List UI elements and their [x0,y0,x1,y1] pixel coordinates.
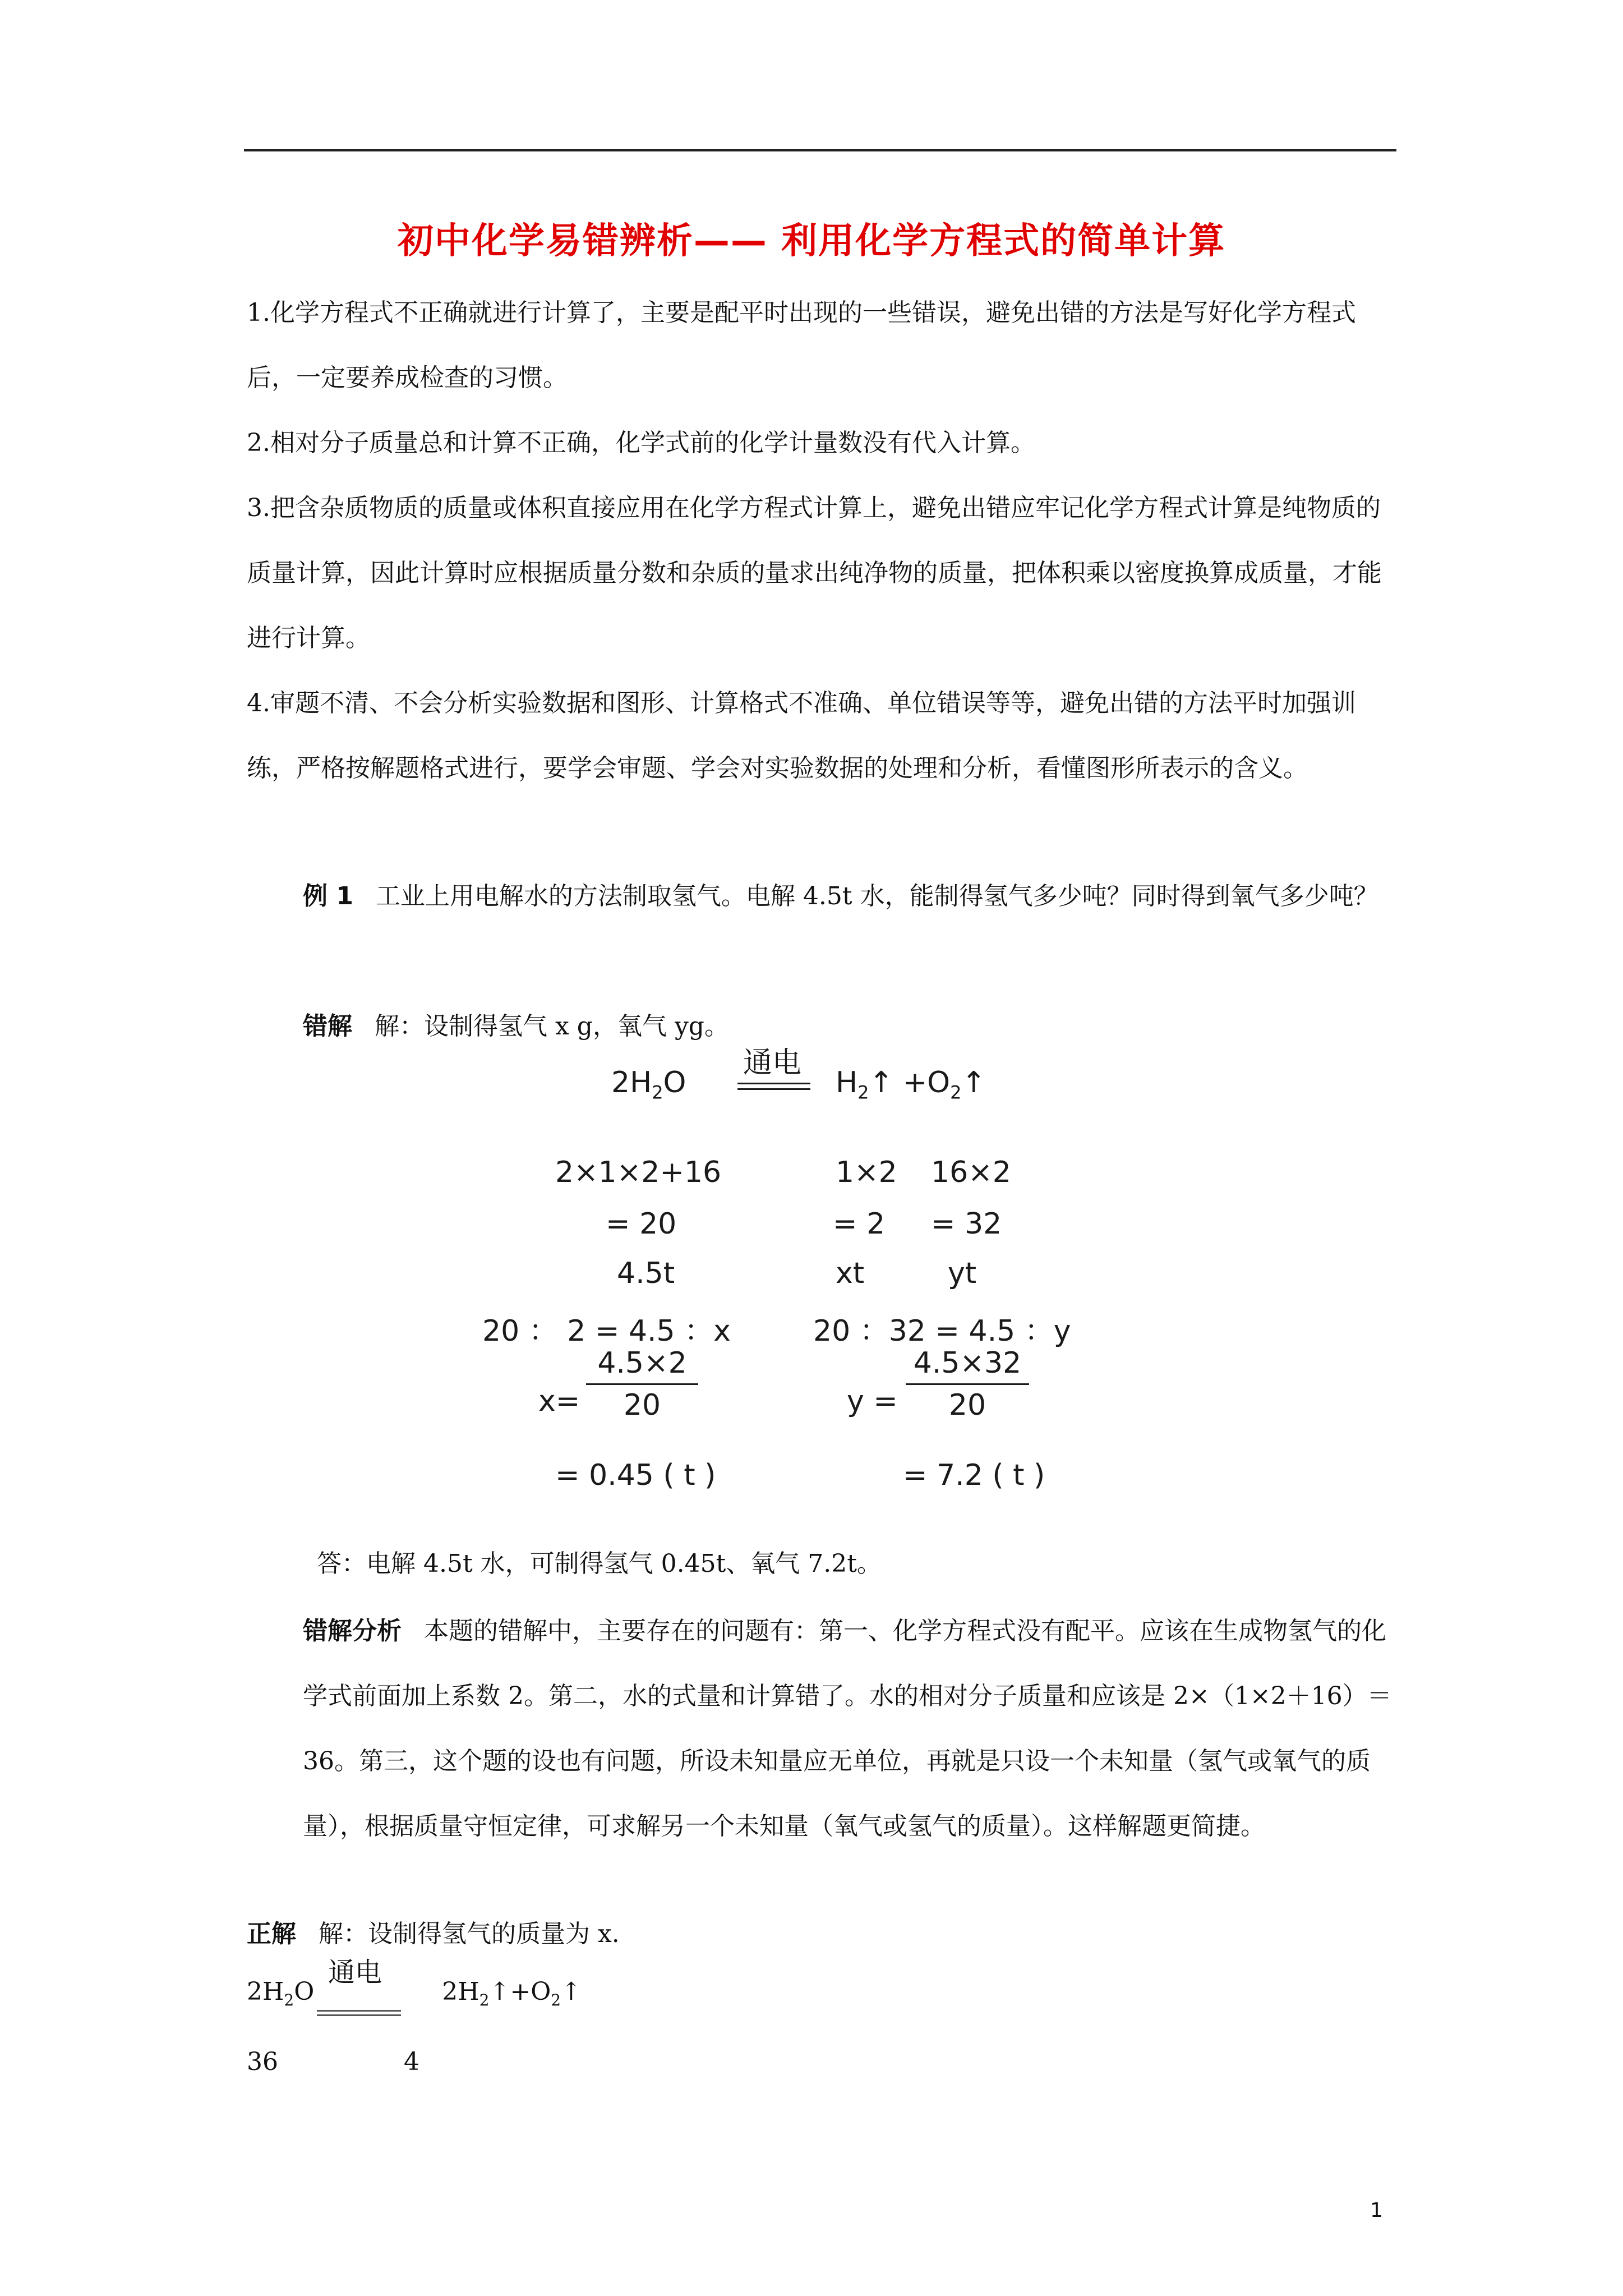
fig-eq-h2: = 2 [833,1207,886,1241]
wrong-text: 解：设制得氢气 x g，氧气 yg。 [375,1012,729,1041]
correct-equals-line-top [317,2010,401,2012]
fig-y-result: = 7.2 ( t ) [903,1458,1045,1492]
correct-reactant: $2H_2O$ [247,1977,315,2009]
point-4: 4.审题不清、不会分析实验数据和图形、计算格式不准确、单位错误等等，避免出错的方法平时加强训练，严格按解题格式进行，要学会审题、学会对实验数据的处理和分析，看懂图形所表示的含义。 [247,689,1356,783]
fig-yt: yt [948,1257,977,1290]
fig-x-result: = 0.45 ( t ) [555,1458,716,1492]
fig-eq-o2: = 32 [931,1207,1002,1241]
page-title: 初中化学易错辨析—— 利用化学方程式的简单计算 [397,220,1226,262]
fig-mass-h2: 1×2 [836,1156,897,1189]
correct-solution-intro [247,1902,1402,1967]
fig-given: 4.5t [617,1257,675,1290]
correct-label: 正解 [247,1920,296,1948]
correct-condition: 通电 [328,1957,382,1988]
error-analysis [247,1599,1402,1859]
common-errors-list [247,280,1402,801]
header-rule [244,149,1396,151]
fig-mass-o2: 16×2 [931,1156,1011,1189]
fig-reactant: $2H_2O$ [611,1066,686,1103]
fig-x-eq: x= [538,1384,580,1418]
fig-products: $H_2↑$ $+O_2↑$ [836,1066,986,1103]
correct-equation [247,1957,582,2009]
fig-condition: 通电 [743,1046,802,1080]
wrong-solution-figure [482,1046,1099,1520]
fig-y-eq: y = [847,1384,898,1418]
correct-mass-water: 36 [247,2047,278,2076]
analysis-text: 本题的错解中，主要存在的问题有：第一、化学方程式没有配平。应该在生成物氢气的化学式前面加上系数 2。第二，水的式量和计算错了。水的相对分子质量和应该是 2×（1×2＋16）＝36。第三，这个题的设也有问题，所设未知量应无单位，再就是只设一个未知量（氢气或氧气的质量），根据质量守恒定律，可求解另一个未知量（氧气或氢气的质量）。这样解题更简捷。 [303,1617,1392,1841]
example-text: 工业上用电解水的方法制取氢气。电解 4.5t 水，能制得氢气多少吨？同时得到氧气多少吨？ [375,882,1378,910]
wrong-label: 错解 [303,1012,352,1041]
correct-text: 解：设制得氢气的质量为 x. [319,1920,620,1948]
point-1: 1.化学方程式不正确就进行计算了，主要是配平时出现的一些错误，避免出错的方法是写好化学方程式后，一定要养成检查的习惯。 [247,298,1356,392]
correct-equals-line-bottom [317,2014,401,2016]
fig-ratio-x: 20 ： 2 = 4.5 ：x [482,1314,731,1348]
example-label: 例 1 [303,882,353,910]
fig-y-fraction: $\frac{4.5\times 32}{20}$ [906,1346,1029,1422]
wrong-solution-intro [247,994,1402,1059]
fig-ratio-y: 20 ：32 = 4.5 ：y [813,1314,1071,1348]
fig-x-fraction: $\frac{4.5\times 2}{20}$ [586,1346,698,1422]
analysis-label: 错解分析 [303,1617,402,1645]
correct-mass-h2: 4 [404,2047,419,2076]
wrong-answer: 答：电解 4.5t 水，可制得氢气 0.45t、氧气 7.2t。 [317,1549,882,1578]
example-1 [247,864,1402,929]
point-3: 3.把含杂质物质的质量或体积直接应用在化学方程式计算上，避免出错应牢记化学方程式计算是纯物质的质量计算，因此计算时应根据质量分数和杂质的量求出纯净物的质量，把体积乘以密度换算成质量，才能进行计算。 [247,494,1382,652]
fig-equals-line-bottom [737,1088,810,1090]
fig-equals-line-top [737,1083,810,1084]
fig-eq-water: = 20 [606,1207,677,1241]
page-number: 1 [1370,2199,1383,2222]
fig-mass-water: 2×1×2+16 [555,1156,722,1189]
fig-xt: xt [836,1257,865,1290]
correct-products: $2H_2↑+O_2↑$ [442,1977,582,2009]
point-2: 2.相对分子质量总和计算不正确，化学式前的化学计量数没有代入计算。 [247,429,1035,457]
